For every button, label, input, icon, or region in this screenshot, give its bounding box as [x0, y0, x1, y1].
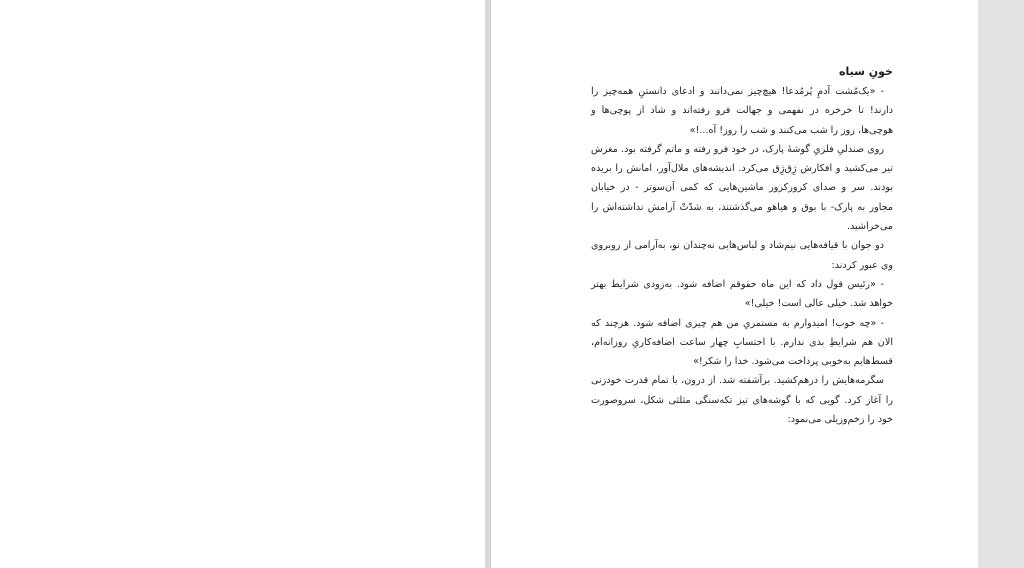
paragraph: - «رئیس قول داد که این ماه حقوقم اضافه شود. به‌زودی شرایط بهتر خواهد شد. خیلی عالی است! خیلی!» — [591, 278, 893, 310]
page-left — [0, 0, 485, 568]
story-text — [591, 62, 893, 429]
paragraph: روی صندلیِ فلزیِ گوشهٔ پارک، در خود فرو رفته و ماتم گرفته بود. مغزش تیر می‌کشید و افکارش ژِق‌ژِق می‌کرد. اندیشه‌های ملال‌آور، امانش را بریده بودند. سر و صدای کرورکرور ماشین‌هایی که کمی آن‌سوتر - در خیابان مجاور به پارک- با بوق و هیاهو می‌گذشتند، به شدّتْ آرامش نداشته‌اش را می‌خراشید. — [591, 143, 893, 233]
story-title: خونِ سیاه — [839, 65, 893, 78]
paragraph: - «یک‌مُشت آدمِ پُرمُدعا! هیچ‌چیز نمی‌دانند و ادعای دانستنِ همه‌چیز را دارند! تا خرخره در نفهمی و جهالت فرو رفته‌اند و شاد از پوچی‌ها و هوچی‌ها، روز را شب می‌کنند و شب را روز! آه...!» — [591, 86, 893, 136]
paragraph: - «چه خوب! امیدوارم به مستمریِ من هم چیزی اضافه شود. هرچند که الان هم شرایطِ بدی ندارم. با احتسابِ چهار ساعت اضافه‌کاریِ روزانه‌ام، قسط‌هایم به‌خوبی پرداخت می‌شود. خدا را شکر!» — [591, 317, 893, 368]
paragraph: سگرمه‌هایش را درهم‌کشید. برآشفته شد. از درون، با تمام قدرت خودزنی را آغاز کرد. گویی که با گوشه‌های تیز تکه‌سنگی مثلثی شکل، سروصورت خود را زخم‌وزیلی می‌نمود: — [591, 375, 893, 426]
paragraph: دو جوان با قیافه‌هایی نیم‌شاد و لباس‌هایی نه‌چندان نو، به‌آرامی از روبروی وی عبور کردند: — [591, 240, 893, 271]
viewer-margin — [978, 0, 1024, 568]
